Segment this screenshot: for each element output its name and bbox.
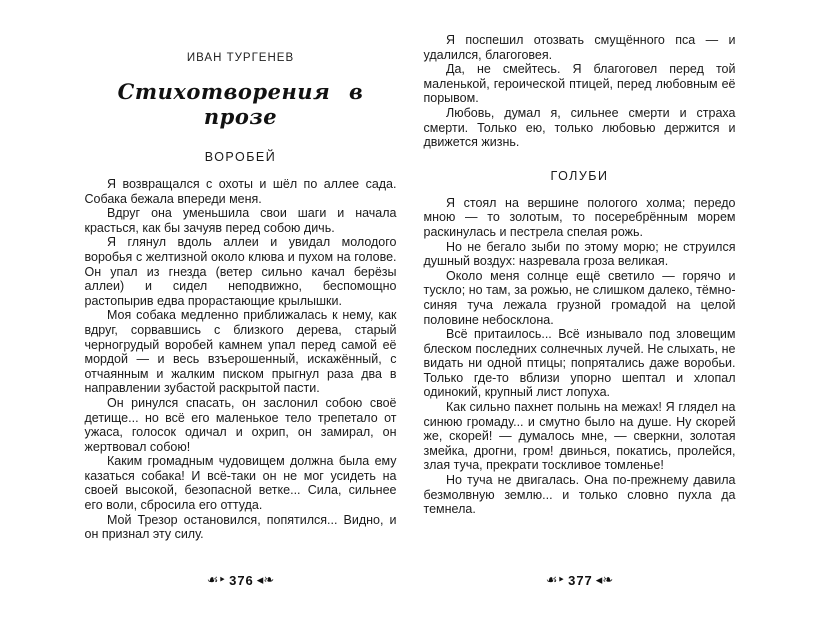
paragraph: Я поспешил отозвать смущённого пса — и удалился, благоговея. (423, 33, 736, 62)
left-page-text (85, 177, 397, 542)
paragraph: Всё притаилось... Всё изнывало под зловещим блеском последних солнечных лучей. Не слыхать, не видать ни одной птицы; попрятались даже воробьи. Только где-то вблизи упорно шептал и хлопал одинокий, крупный лист лопуха. (423, 327, 736, 400)
paragraph: Вдруг она уменьшила свои шаги и начала красться, как бы зачуяв перед собою дичь. (84, 206, 397, 235)
paragraph: Мой Трезор остановился, попятился... Видно, и он признал эту силу. (84, 512, 397, 542)
page-left (85, 33, 397, 589)
page-number: 377 (568, 573, 593, 588)
paragraph: Я стоял на вершине пологого холма; передо мною — то золотым, то посеребрённым морем раскинулась и пестрела спелая рожь. (423, 195, 736, 239)
paragraph: Я глянул вдоль аллеи и увидал молодого воробья с желтизной около клюва и пухом на голове. Он упал из гнезда (ветер сильно качал берёзы аллеи) и сидел неподвижно, беспомощно растопырив едва прорастающие крылышки. (84, 235, 397, 308)
page-footer-left (85, 573, 397, 589)
right-page-text-top (424, 33, 736, 150)
paragraph: Каким громадным чудовищем должна была ему казаться собака! И всё-таки он не мог усидеть на своей высокой, безопасной ветке... Сила, сильнее его воли, сбросила его оттуда. (84, 454, 397, 513)
chapter-title-vorobey: ВОРОБЕЙ (204, 150, 277, 164)
page-footer-right (424, 573, 736, 589)
paragraph: Но туча не двигалась. Она по-прежнему давила безмолвную землю... и только словно пухла да темнела. (423, 473, 736, 517)
paragraph: Моя собака медленно приближалась к нему, как вдруг, сорвавшись с близкого дерева, старый черногрудый воробей камнем упал перед самой её мордой — и весь взъерошенный, искажённый, с отчаянным и жалким писком прыгнул раза два в направлении зубастой раскрытой пасти. (84, 308, 397, 396)
page-right (424, 33, 736, 589)
paragraph: Любовь, думал я, сильнее смерти и страха смерти. Только ею, только любовью держится и движется жизнь. (423, 105, 736, 150)
floral-ornament-right-icon: ◂❧ (595, 572, 614, 587)
floral-ornament-left-icon: ☙‣ (545, 572, 566, 587)
paragraph: Да, не смейтесь. Я благоговел перед той маленькой, героической птицей, перед любовным её порывом. (423, 62, 736, 106)
chapter-title-golubi: ГОЛУБИ (550, 168, 609, 183)
floral-ornament-left-icon: ☙‣ (206, 572, 227, 587)
paragraph: Около меня солнце ещё светило — горячо и тускло; но там, за рожью, не слишком далеко, тёмно-синяя туча лежала грузной громадой на целой половине небосклона. (423, 268, 736, 327)
book-title: Стихотворения в прозе (117, 79, 364, 129)
floral-ornament-right-icon: ◂❧ (256, 572, 275, 587)
paragraph: Я возвращался с охоты и шёл по аллее сада. Собака бежала впереди меня. (84, 177, 397, 206)
paragraph: Как сильно пахнет полынь на межах! Я глядел на синюю громаду... и смутно было на душе. Ну скорей же, скорей! — думалось мне, — сверкни, золотая змейка, дрогни, гром! двинься, покатись, пролейся, злая туча, прекрати тоскливое томленье! (423, 400, 736, 473)
paragraph: Но не бегало зыби по этому морю; не струился душный воздух: назревала гроза великая. (423, 239, 736, 269)
right-page-text (424, 196, 736, 517)
page-number: 376 (229, 573, 254, 588)
author-running-header: ИВАН ТУРГЕНЕВ (186, 52, 295, 64)
paragraph: Он ринулся спасать, он заслонил собою своё детище... но всё его маленькое тело трепетало от ужаса, голосок одичал и охрип, он замирал, он жертвовал собою! (84, 395, 397, 454)
